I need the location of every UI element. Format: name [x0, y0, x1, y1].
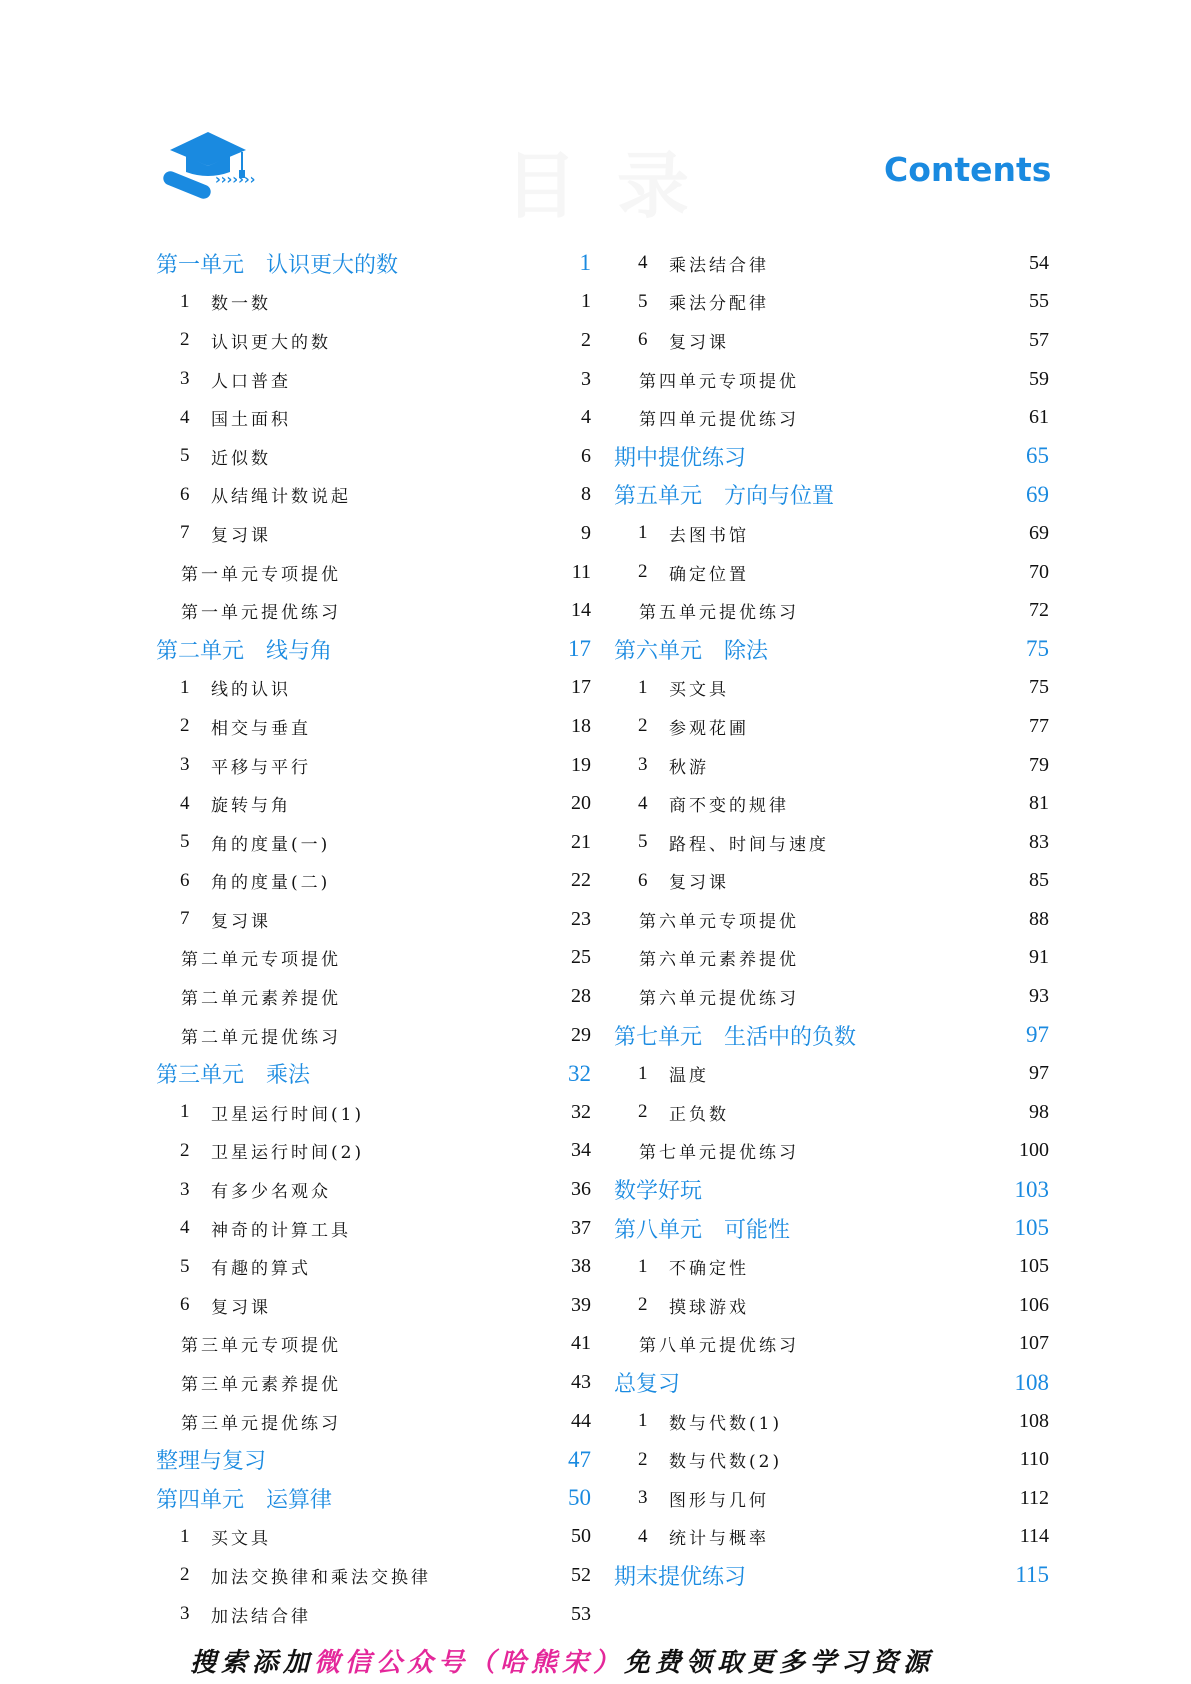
toc-entry-title: 认识更大的数: [211, 332, 331, 353]
toc-lesson-entry[interactable]: [156, 784, 591, 823]
toc-entry-page: 50: [568, 1485, 591, 1511]
toc-entry-page: 112: [1019, 1486, 1049, 1509]
toc-entry-number: 2: [638, 1294, 648, 1316]
toc-entry-page: 79: [1029, 753, 1049, 776]
toc-entry-title: 图形与几何: [669, 1490, 769, 1511]
toc-entry-number: 4: [638, 792, 648, 814]
toc-entry-page: 91: [1029, 946, 1049, 969]
toc-entry-page: 28: [571, 985, 591, 1008]
toc-entry-title: 正负数: [669, 1104, 729, 1125]
toc-entry-title: 第六单元 除法: [614, 638, 769, 664]
toc-entry-page: 85: [1029, 869, 1049, 892]
toc-lesson-entry[interactable]: [614, 784, 1049, 823]
toc-entry-page: 1: [581, 290, 591, 313]
page-title-cn: 目录: [505, 144, 730, 228]
toc-entry-page: 53: [571, 1602, 591, 1625]
toc-entry-number: 4: [180, 792, 190, 814]
toc-lesson-entry[interactable]: [156, 707, 591, 746]
toc-entry-title: 不确定性: [669, 1259, 749, 1280]
graduation-cap-icon: [160, 128, 280, 200]
toc-entry-number: 5: [180, 1255, 190, 1277]
toc-entry-page: 97: [1029, 1062, 1049, 1085]
toc-entry-title: 期末提优练习: [614, 1564, 747, 1590]
footer-text-2: 免费领取更多学习资源: [624, 1648, 935, 1678]
toc-entry-page: 18: [571, 714, 591, 737]
toc-entry-number: 6: [180, 869, 190, 891]
toc-entry-page: 37: [571, 1216, 591, 1239]
footer-text-highlight: 微信公众号（哈熊宋）: [314, 1648, 625, 1678]
toc-entry-title: 第七单元 生活中的负数: [614, 1024, 857, 1050]
toc-entry-title: 有多少名观众: [211, 1182, 331, 1203]
toc-entry-page: 3: [581, 367, 591, 390]
toc-lesson-entry[interactable]: [156, 437, 591, 476]
toc-entry-number: 3: [180, 1603, 190, 1625]
toc-entry-title: 复习课: [669, 873, 729, 894]
toc-lesson-entry[interactable]: [614, 321, 1049, 360]
toc-entry-title: 第一单元专项提优: [181, 564, 341, 585]
toc-entry-page: 83: [1029, 830, 1049, 853]
toc-entry-page: 14: [571, 599, 591, 622]
toc-lesson-entry[interactable]: [614, 244, 1049, 283]
toc-entry-number: 6: [180, 1294, 190, 1316]
toc-entry-page: 38: [571, 1255, 591, 1278]
toc-entry-title: 第一单元提优练习: [181, 603, 341, 624]
toc-entry-title: 确定位置: [669, 564, 749, 585]
toc-entry-page: 55: [1029, 290, 1049, 313]
toc-section-entry[interactable]: [156, 977, 591, 1016]
toc-entry-page: 20: [571, 792, 591, 815]
toc-entry-title: 第六单元提优练习: [639, 989, 799, 1010]
toc-entry-number: 6: [638, 869, 648, 891]
toc-section-entry[interactable]: [156, 553, 591, 592]
toc-unit-heading[interactable]: [156, 1054, 591, 1093]
toc-entry-page: 88: [1029, 907, 1049, 930]
toc-entry-page: 25: [571, 946, 591, 969]
toc-entry-number: 2: [638, 1101, 648, 1123]
toc-entry-page: 108: [1014, 1369, 1049, 1395]
page-title-en: Contents: [884, 150, 1052, 189]
toc-entry-number: 1: [638, 522, 648, 544]
toc-entry-page: 98: [1029, 1100, 1049, 1123]
toc-entry-title: 商不变的规律: [669, 796, 789, 817]
toc-entry-page: 22: [571, 869, 591, 892]
toc-entry-title: 平移与平行: [211, 757, 311, 778]
toc-entry-title: 整理与复习: [156, 1449, 267, 1475]
toc-entry-page: 69: [1029, 521, 1049, 544]
toc-entry-number: 1: [638, 1062, 648, 1084]
toc-entry-number: 4: [180, 406, 190, 428]
toc-entry-number: 5: [180, 445, 190, 467]
toc-entry-number: 2: [638, 561, 648, 583]
toc-entry-page: 6: [581, 444, 591, 467]
toc-entry-page: 43: [571, 1371, 591, 1394]
toc-lesson-entry[interactable]: [156, 1209, 591, 1248]
toc-lesson-entry[interactable]: [156, 1518, 591, 1557]
toc-section-entry[interactable]: [156, 1325, 591, 1364]
toc-section-entry[interactable]: [614, 398, 1049, 437]
toc-entry-page: 65: [1026, 443, 1049, 469]
toc-entry-title: 期中提优练习: [614, 445, 747, 471]
toc-entry-page: 4: [581, 406, 591, 429]
toc-entry-title: 数学好玩: [614, 1179, 703, 1205]
toc-lesson-entry[interactable]: [156, 476, 591, 515]
toc-entry-title: 数一数: [211, 294, 271, 315]
toc-entry-title: 相交与垂直: [211, 718, 311, 739]
toc-entry-title: 第三单元专项提优: [181, 1336, 341, 1357]
toc-entry-title: 复习课: [211, 525, 271, 546]
toc-entry-page: 105: [1019, 1255, 1049, 1278]
toc-lesson-entry[interactable]: [614, 1518, 1049, 1557]
toc-entry-title: 第二单元素养提优: [181, 989, 341, 1010]
toc-unit-heading[interactable]: [614, 437, 1049, 476]
toc-entry-title: 线的认识: [211, 680, 291, 701]
toc-entry-title: 加法交换律和乘法交换律: [211, 1567, 431, 1588]
toc-entry-page: 2: [581, 328, 591, 351]
toc-lesson-entry[interactable]: [156, 900, 591, 939]
toc-entry-title: 第六单元素养提优: [639, 950, 799, 971]
toc-entry-page: 29: [571, 1023, 591, 1046]
toc-entry-title: 人口普查: [211, 371, 291, 392]
toc-entry-title: 复习课: [669, 332, 729, 353]
toc-entry-title: 卫星运行时间(1): [211, 1104, 365, 1125]
toc-entry-number: 6: [180, 483, 190, 505]
toc-entry-title: 第一单元 认识更大的数: [156, 252, 399, 278]
toc-unit-heading[interactable]: [614, 1556, 1049, 1595]
toc-entry-title: 参观花圃: [669, 718, 749, 739]
toc-entry-title: 乘法分配律: [669, 294, 769, 315]
toc-entry-number: 2: [180, 329, 190, 351]
toc-entry-page: 23: [571, 907, 591, 930]
toc-entry-title: 第八单元 可能性: [614, 1217, 791, 1243]
toc-entry-title: 第四单元专项提优: [639, 371, 799, 392]
toc-entry-page: 32: [568, 1060, 591, 1086]
toc-lesson-entry[interactable]: [614, 746, 1049, 785]
toc-entry-title: 第五单元 方向与位置: [614, 484, 835, 510]
toc-lesson-entry[interactable]: [614, 1440, 1049, 1479]
toc-section-entry[interactable]: [156, 1016, 591, 1055]
toc-unit-heading[interactable]: [614, 630, 1049, 669]
toc-entry-number: 2: [180, 715, 190, 737]
toc-entry-page: 52: [571, 1563, 591, 1586]
toc-entry-number: 4: [638, 252, 648, 274]
toc-unit-heading[interactable]: [614, 476, 1049, 515]
toc-entry-page: 114: [1019, 1525, 1049, 1548]
toc-entry-title: 第七单元提优练习: [639, 1143, 799, 1164]
toc-lesson-entry[interactable]: [614, 514, 1049, 553]
toc-entry-number: 7: [180, 908, 190, 930]
toc-entry-page: 1: [579, 250, 591, 276]
footer-promo: [190, 1642, 934, 1679]
toc-entry-page: 103: [1014, 1176, 1049, 1202]
toc-lesson-entry[interactable]: [614, 862, 1049, 901]
toc-entry-title: 路程、时间与速度: [669, 834, 829, 855]
toc-entry-number: 1: [638, 1255, 648, 1277]
toc-section-entry[interactable]: [156, 939, 591, 978]
toc-entry-number: 2: [638, 1448, 648, 1470]
toc-entry-page: 57: [1029, 328, 1049, 351]
toc-lesson-entry[interactable]: [156, 321, 591, 360]
toc-entry-title: 加法结合律: [211, 1606, 311, 1627]
toc-lesson-entry[interactable]: [156, 669, 591, 708]
toc-lesson-entry[interactable]: [614, 1054, 1049, 1093]
toc-entry-title: 角的度量(一): [211, 834, 331, 855]
toc-entry-page: 8: [581, 483, 591, 506]
toc-entry-title: 买文具: [669, 680, 729, 701]
toc-lesson-entry[interactable]: [156, 514, 591, 553]
toc-unit-heading[interactable]: [614, 1209, 1049, 1248]
toc-lesson-entry[interactable]: [614, 1402, 1049, 1441]
toc-entry-number: 5: [180, 831, 190, 853]
toc-entry-number: 7: [180, 522, 190, 544]
toc-entry-title: 秋游: [669, 757, 709, 778]
toc-entry-title: 神奇的计算工具: [211, 1220, 351, 1241]
toc-entry-page: 11: [571, 560, 591, 583]
toc-lesson-entry[interactable]: [156, 823, 591, 862]
toc-entry-title: 复习课: [211, 1297, 271, 1318]
toc-entry-number: 1: [638, 676, 648, 698]
toc-entry-title: 买文具: [211, 1529, 271, 1550]
toc-lesson-entry[interactable]: [156, 1556, 591, 1595]
toc-entry-title: 从结绳计数说起: [211, 487, 351, 508]
toc-lesson-entry[interactable]: [614, 707, 1049, 746]
toc-entry-title: 第六单元专项提优: [639, 911, 799, 932]
toc-entry-number: 3: [180, 1178, 190, 1200]
toc-entry-title: 第八单元提优练习: [639, 1336, 799, 1357]
toc-entry-page: 97: [1026, 1022, 1049, 1048]
toc-entry-number: 1: [638, 1410, 648, 1432]
toc-entry-page: 105: [1014, 1215, 1049, 1241]
toc-entry-page: 36: [571, 1178, 591, 1201]
toc-left-column: [156, 244, 591, 1633]
toc-entry-page: 61: [1029, 406, 1049, 429]
toc-entry-page: 17: [568, 636, 591, 662]
toc-lesson-entry[interactable]: [156, 1247, 591, 1286]
toc-entry-number: 1: [180, 676, 190, 698]
toc-entry-page: 81: [1029, 792, 1049, 815]
toc-lesson-entry[interactable]: [614, 283, 1049, 322]
toc-entry-title: 温度: [669, 1066, 709, 1087]
toc-entry-number: 2: [180, 1139, 190, 1161]
toc-unit-heading[interactable]: [156, 1479, 591, 1518]
toc-entry-number: 2: [638, 715, 648, 737]
toc-lesson-entry[interactable]: [156, 1595, 591, 1634]
toc-entry-page: 47: [568, 1446, 591, 1472]
toc-right-column: [614, 244, 1049, 1595]
toc-section-entry[interactable]: [614, 939, 1049, 978]
toc-entry-title: 复习课: [211, 911, 271, 932]
toc-lesson-entry[interactable]: [156, 1286, 591, 1325]
toc-entry-title: 第二单元 线与角: [156, 638, 333, 664]
toc-entry-page: 69: [1026, 481, 1049, 507]
toc-section-entry[interactable]: [614, 591, 1049, 630]
toc-entry-page: 39: [571, 1293, 591, 1316]
toc-entry-title: 第四单元提优练习: [639, 410, 799, 431]
toc-lesson-entry[interactable]: [156, 862, 591, 901]
toc-entry-title: 第二单元专项提优: [181, 950, 341, 971]
toc-entry-title: 旋转与角: [211, 796, 291, 817]
toc-section-entry[interactable]: [614, 977, 1049, 1016]
toc-entry-page: 9: [581, 521, 591, 544]
toc-entry-page: 21: [571, 830, 591, 853]
toc-entry-number: 4: [638, 1525, 648, 1547]
toc-entry-title: 卫星运行时间(2): [211, 1143, 365, 1164]
toc-unit-heading[interactable]: [156, 244, 591, 283]
toc-entry-number: 1: [180, 290, 190, 312]
toc-entry-page: 77: [1029, 714, 1049, 737]
svg-text:›››››››: ›››››››: [215, 172, 256, 188]
toc-entry-page: 44: [571, 1409, 591, 1432]
toc-entry-page: 115: [1015, 1562, 1049, 1588]
toc-entry-title: 数与代数(2): [669, 1452, 783, 1473]
toc-lesson-entry[interactable]: [614, 823, 1049, 862]
toc-entry-page: 19: [571, 753, 591, 776]
toc-entry-title: 乘法结合律: [669, 255, 769, 276]
toc-entry-title: 总复习: [614, 1372, 681, 1398]
toc-lesson-entry[interactable]: [614, 1286, 1049, 1325]
toc-entry-number: 3: [638, 1487, 648, 1509]
toc-lesson-entry[interactable]: [156, 360, 591, 399]
toc-lesson-entry[interactable]: [614, 1479, 1049, 1518]
toc-entry-title: 第四单元 运算律: [156, 1487, 333, 1513]
toc-unit-heading[interactable]: [614, 1016, 1049, 1055]
toc-entry-title: 第五单元提优练习: [639, 603, 799, 624]
toc-entry-number: 3: [180, 754, 190, 776]
toc-entry-number: 1: [180, 1101, 190, 1123]
toc-entry-number: 3: [638, 754, 648, 776]
toc-section-entry[interactable]: [614, 360, 1049, 399]
toc-lesson-entry[interactable]: [614, 553, 1049, 592]
toc-lesson-entry[interactable]: [156, 1132, 591, 1171]
toc-entry-number: 5: [638, 831, 648, 853]
toc-lesson-entry[interactable]: [156, 746, 591, 785]
toc-lesson-entry[interactable]: [614, 669, 1049, 708]
toc-entry-page: 108: [1019, 1409, 1049, 1432]
toc-entry-page: 70: [1029, 560, 1049, 583]
toc-section-entry[interactable]: [614, 900, 1049, 939]
toc-entry-title: 数与代数(1): [669, 1413, 783, 1434]
toc-section-entry[interactable]: [614, 1325, 1049, 1364]
toc-entry-title: 第三单元素养提优: [181, 1375, 341, 1396]
toc-entry-page: 72: [1029, 599, 1049, 622]
toc-entry-number: 1: [180, 1525, 190, 1547]
toc-entry-page: 93: [1029, 985, 1049, 1008]
toc-section-entry[interactable]: [156, 1402, 591, 1441]
toc-section-entry[interactable]: [156, 591, 591, 630]
toc-entry-page: 75: [1026, 636, 1049, 662]
footer-text-1: 搜索添加: [190, 1648, 315, 1678]
toc-entry-page: 107: [1019, 1332, 1049, 1355]
toc-entry-title: 有趣的算式: [211, 1259, 311, 1280]
toc-entry-title: 统计与概率: [669, 1529, 769, 1550]
toc-lesson-entry[interactable]: [156, 398, 591, 437]
toc-entry-page: 75: [1029, 676, 1049, 699]
toc-entry-title: 第三单元提优练习: [181, 1413, 341, 1434]
toc-entry-page: 110: [1019, 1448, 1049, 1471]
toc-lesson-entry[interactable]: [156, 1093, 591, 1132]
toc-entry-title: 去图书馆: [669, 525, 749, 546]
toc-entry-page: 41: [571, 1332, 591, 1355]
toc-entry-number: 3: [180, 368, 190, 390]
toc-entry-title: 摸球游戏: [669, 1297, 749, 1318]
toc-lesson-entry[interactable]: [614, 1247, 1049, 1286]
toc-entry-title: 第三单元 乘法: [156, 1063, 311, 1089]
toc-entry-title: 近似数: [211, 448, 271, 469]
toc-section-entry[interactable]: [156, 1363, 591, 1402]
toc-entry-number: 4: [180, 1217, 190, 1239]
toc-entry-title: 国土面积: [211, 410, 291, 431]
toc-entry-number: 2: [180, 1564, 190, 1586]
toc-entry-page: 32: [571, 1100, 591, 1123]
toc-unit-heading[interactable]: [614, 1170, 1049, 1209]
toc-entry-page: 17: [571, 676, 591, 699]
toc-lesson-entry[interactable]: [614, 1093, 1049, 1132]
toc-lesson-entry[interactable]: [156, 1170, 591, 1209]
toc-unit-heading[interactable]: [156, 630, 591, 669]
toc-entry-page: 59: [1029, 367, 1049, 390]
toc-entry-page: 106: [1019, 1293, 1049, 1316]
toc-entry-page: 34: [571, 1139, 591, 1162]
toc-entry-number: 5: [638, 290, 648, 312]
toc-entry-page: 54: [1029, 251, 1049, 274]
toc-unit-heading[interactable]: [156, 1440, 591, 1479]
toc-section-entry[interactable]: [614, 1132, 1049, 1171]
toc-entry-page: 100: [1019, 1139, 1049, 1162]
toc-entry-page: 50: [571, 1525, 591, 1548]
toc-unit-heading[interactable]: [614, 1363, 1049, 1402]
toc-entry-title: 角的度量(二): [211, 873, 331, 894]
toc-lesson-entry[interactable]: [156, 283, 591, 322]
toc-entry-title: 第二单元提优练习: [181, 1027, 341, 1048]
toc-entry-number: 6: [638, 329, 648, 351]
